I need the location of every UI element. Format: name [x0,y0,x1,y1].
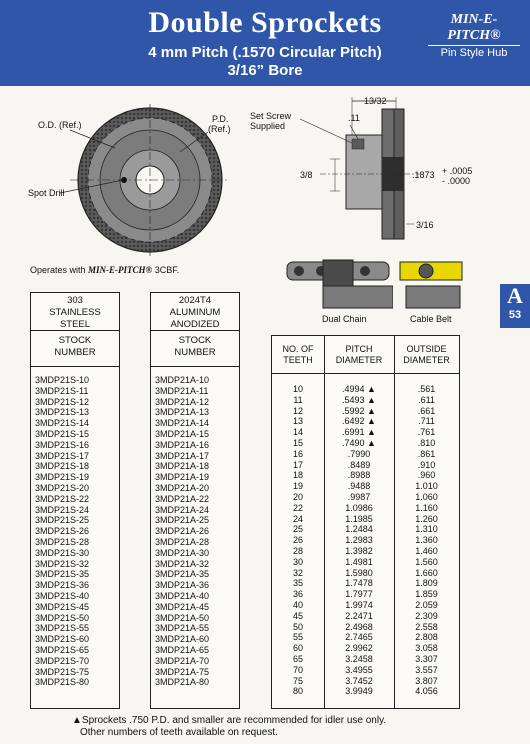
table-row [272,438,459,449]
outside-diameter-cell: .661 [417,405,436,416]
steel-stock-number: 3MDP21S-20 [35,482,90,493]
table-row [272,481,459,492]
teeth-cell: 60 [292,643,303,654]
steel-stock-number: 3MDP21S-19 [35,472,90,483]
aluminum-stock-number: 3MDP21A-15 [155,428,210,439]
tol-plus: + .0005 [442,166,473,176]
steel-stock-number: 3MDP21S-17 [35,450,90,461]
dim-11: .11 [348,113,360,123]
alum-stock-header [151,331,239,367]
pitch-diameter-cell: 2.7465 [345,632,373,643]
operates-prefix: Operates with [30,265,86,275]
steel-stock-number: 3MDP21S-80 [35,677,90,688]
section-page-tab [500,284,530,328]
aluminum-stock-number: 3MDP21A-55 [155,623,210,634]
teeth-cell: 17 [292,459,303,470]
steel-stock-number: 3MDP21S-22 [35,493,90,504]
table-row [272,470,459,481]
outside-diameter-cell: 2.059 [415,600,438,610]
pitch-diameter-cell: 2.2471 [345,610,373,621]
outside-diameter-cell: 1.809 [415,578,438,589]
brand-logo: MIN-E-PITCH® [428,12,520,46]
table-row [272,589,459,600]
steel-stock-number: 3MDP21S-25 [35,515,90,526]
table-row [272,514,459,525]
dim-3-16: 3/16 [416,220,434,230]
pitch-diameter-cell: 1.1985 [345,513,373,524]
alum-mat-3: ANODIZED [170,319,220,330]
aluminum-stock-number: 3MDP21A-36 [155,580,210,591]
teeth-cell: 45 [292,610,303,621]
teeth-cell: 80 [292,686,303,697]
outside-diameter-cell: 2.309 [415,610,438,621]
pitch-diameter-cell: 1.7478 [345,578,373,589]
aluminum-stock-number: 3MDP21A-17 [155,450,210,461]
cable-belt-picture [398,258,464,312]
header-banner [0,0,530,86]
steel-stock-number: 3MDP21S-14 [35,418,90,429]
table-row [272,686,459,697]
outside-diameter-cell: 2.558 [415,621,438,632]
tol-minus: - .0000 [442,176,471,186]
aluminum-stock-number: 3MDP21A-32 [155,558,210,569]
aluminum-stock-number: 3MDP21A-24 [155,504,210,515]
outside-diameter-cell: 3.058 [415,643,438,654]
teeth-cell: 36 [292,589,303,600]
table-row [272,395,459,406]
col-header-pitch [324,336,394,374]
outside-diameter-cell: 1.859 [415,589,438,600]
pitch-diameter-cell: .6991 ▲ [342,427,376,438]
aluminum-stock-number: 3MDP21A-13 [155,407,210,418]
page-title: Double Sprockets [148,6,382,39]
set-screw-label-1: Set Screw [250,111,292,121]
teeth-cell: 18 [292,470,303,481]
alum-material-header [151,293,239,331]
table-row [272,622,459,633]
teeth-cell: 32 [292,567,303,578]
pitch-diameter-cell: .8489 [347,459,371,470]
teeth-cell: 55 [292,632,303,643]
aluminum-stock-number: 3MDP21A-45 [155,601,210,612]
outside-diameter-cell: 2.808 [415,632,438,643]
aluminum-stock-number: 3MDP21A-10 [155,375,210,385]
aluminum-stock-number: 3MDP21A-50 [155,612,210,623]
steel-stock-column [30,292,120,709]
aluminum-stock-number: 3MDP21A-22 [155,493,210,504]
alum-mat-2: ALUMINUM [169,307,221,318]
teeth-cell: 25 [292,524,303,535]
spec-table [271,335,460,709]
pitch-diameter-cell: 3.4955 [345,664,373,675]
outside-diameter-cell: 1.660 [415,567,438,578]
steel-stock-number: 3MDP21S-11 [35,385,89,396]
brand-block [428,12,520,59]
steel-stock-number: 3MDP21S-13 [35,407,90,418]
operates-model: 3CBF. [154,265,180,275]
teeth-cell: 12 [292,405,303,416]
steel-stock-number: 3MDP21S-40 [35,590,90,601]
steel-stock-number: 3MDP21S-75 [35,666,90,677]
table-row [272,460,459,471]
teeth-cell: 16 [292,448,303,459]
steel-stock-number: 3MDP21S-60 [35,634,90,645]
pitch-diameter-cell: .7490 ▲ [342,438,376,448]
pitch-diameter-cell: 1.2983 [345,535,373,546]
aluminum-stock-number: 3MDP21A-25 [155,515,210,526]
teeth-cell: 14 [292,427,303,438]
footnote [72,715,386,739]
pitch-diameter-cell: 1.0986 [345,502,373,513]
pitch-diameter-cell: 1.5980 [345,567,373,578]
steel-material-header [31,293,119,331]
table-row [272,427,459,438]
steel-stock-number: 3MDP21S-70 [35,655,90,666]
outside-diameter-cell: .861 [417,448,436,459]
outside-diameter-cell: .960 [417,470,436,481]
col-header-teeth-2: TEETH [283,355,313,365]
aluminum-stock-number: 3MDP21A-28 [155,536,210,547]
col-header-pitch-2: DIAMETER [335,355,383,365]
steel-stock-number: 3MDP21S-12 [35,396,90,407]
outside-diameter-cell: .761 [417,427,436,438]
outside-diameter-cell: 1.360 [415,535,438,546]
aluminum-stock-number: 3MDP21A-65 [155,644,210,655]
teeth-cell: 26 [292,535,303,546]
brand-tagline: Pin Style Hub [440,47,508,59]
outside-diameter-cell: 1.260 [415,513,438,524]
teeth-cell: 28 [292,546,303,556]
outside-diameter-cell: .611 [418,394,435,405]
table-row [272,676,459,687]
steel-stock-number: 3MDP21S-45 [35,601,90,612]
pitch-diameter-cell: 3.7452 [345,675,373,686]
steel-stock-number: 3MDP21S-35 [35,569,90,580]
pitch-diameter-cell: .6492 ▲ [342,416,376,427]
steel-stock-header [31,331,119,367]
steel-stock-number: 3MDP21S-24 [35,504,90,515]
spot-drill-label: Spot Drill [28,188,65,198]
outside-diameter-cell: .561 [417,384,436,394]
outside-diameter-cell: .910 [417,459,436,470]
aluminum-stock-column [150,292,240,709]
table-row [272,643,459,654]
col-header-pitch-1: PITCH [345,344,373,354]
aluminum-stock-number: 3MDP21A-75 [155,666,210,677]
aluminum-stock-number: 3MDP21A-70 [155,655,210,666]
outside-diameter-cell: .810 [417,438,436,448]
cable-belt-label: Cable Belt [410,314,452,324]
teeth-cell: 11 [293,394,303,405]
steel-stock-number: 3MDP21S-10 [35,375,90,385]
teeth-cell: 40 [292,600,303,610]
col-header-teeth-1: NO. OF [282,344,314,354]
pitch-diameter-cell: 1.9974 [345,600,373,610]
footnote-line-2: Other numbers of teeth available on request. [80,727,278,738]
table-row [272,524,459,535]
outside-diameter-cell: 1.010 [415,481,438,492]
steel-stock-number: 3MDP21S-18 [35,461,90,472]
aluminum-stock-number: 3MDP21A-30 [155,547,210,558]
pitch-diameter-cell: 1.3982 [345,546,373,556]
steel-stock-number: 3MDP21S-32 [35,558,90,569]
outside-diameter-cell: 1.560 [415,556,438,567]
pd-label-2: (Ref.) [208,124,231,134]
aluminum-stock-number: 3MDP21A-14 [155,418,210,429]
steel-stock-number: 3MDP21S-16 [35,439,90,450]
teeth-cell: 19 [292,481,303,492]
steel-stock-number: 3MDP21S-55 [35,623,90,634]
table-row [272,578,459,589]
dim-3-8: 3/8 [300,170,313,180]
teeth-cell: 35 [292,578,303,589]
dual-chain-picture [283,258,393,312]
alum-hdr-2: NUMBER [174,347,216,358]
steel-stock-number: 3MDP21S-30 [35,547,90,558]
outside-diameter-cell: 4.056 [415,686,438,697]
teeth-cell: 30 [292,556,303,567]
aluminum-stock-number: 3MDP21A-35 [155,569,210,580]
steel-rows [31,367,119,688]
table-row [272,416,459,427]
teeth-cell: 13 [292,416,303,427]
dual-chain-label: Dual Chain [322,314,367,324]
pitch-diameter-cell: .5493 ▲ [342,394,376,405]
teeth-cell: 20 [292,492,303,502]
table-row [272,546,459,557]
pitch-diameter-cell: .5992 ▲ [342,405,376,416]
aluminum-stock-number: 3MDP21A-16 [155,439,210,450]
table-row [272,600,459,611]
pitch-diameter-cell: 1.2484 [345,524,373,535]
pitch-diameter-cell: 1.7977 [345,589,373,600]
table-row [272,503,459,514]
steel-hdr-2: NUMBER [54,347,96,358]
pitch-diameter-cell: 2.9962 [345,643,373,654]
alum-hdr-1: STOCK [178,335,212,346]
pitch-diameter-cell: 1.4981 [345,556,373,567]
steel-stock-number: 3MDP21S-28 [35,536,90,547]
teeth-cell: 10 [292,384,303,394]
bore-size: 3/16” Bore [227,62,303,79]
outside-diameter-cell: 3.307 [415,654,438,664]
table-row [272,654,459,665]
pitch-diameter-cell: .8988 [347,470,371,481]
outside-diameter-cell: 1.460 [415,546,438,556]
teeth-cell: 24 [292,513,303,524]
steel-hdr-1: STOCK [58,335,92,346]
aluminum-stock-number: 3MDP21A-26 [155,526,210,537]
dim-1873: .1873 [412,170,435,180]
teeth-cell: 15 [292,438,303,448]
col-header-od-2: DIAMETER [403,355,450,365]
pitch-diameter-cell: 3.9949 [345,686,373,697]
operates-brand: MIN-E-PITCH® [88,265,153,275]
table-row [272,535,459,546]
steel-stock-number: 3MDP21S-50 [35,612,90,623]
aluminum-stock-number: 3MDP21A-12 [155,396,210,407]
teeth-cell: 65 [292,654,303,664]
aluminum-stock-number: 3MDP21A-80 [155,677,210,688]
pitch-diameter-cell: .9987 [347,492,371,502]
operates-with [30,265,179,275]
table-row [272,449,459,460]
outside-diameter-cell: 3.557 [415,664,438,675]
aluminum-stock-number: 3MDP21A-19 [155,472,210,483]
table-row [272,492,459,503]
aluminum-stock-number: 3MDP21A-18 [155,461,210,472]
outside-diameter-cell: 1.060 [415,492,438,502]
pitch-diameter-cell: 3.2458 [345,654,373,664]
steel-stock-number: 3MDP21S-65 [35,644,90,655]
footnote-line-1: ▲Sprockets .750 P.D. and smaller are recommended for idler use only. [72,715,387,726]
outside-diameter-cell: 1.310 [415,524,438,535]
pitch-diameter-cell: .7990 [347,448,371,459]
table-row [272,611,459,622]
steel-stock-number: 3MDP21S-36 [35,580,90,591]
pd-label-1: P.D. [212,114,229,124]
outside-diameter-cell: .711 [418,416,435,427]
outside-diameter-cell: 3.807 [415,675,438,686]
col-header-teeth [272,336,324,374]
pitch-diameter-cell: 2.4968 [345,621,373,632]
steel-mat-2: STAINLESS [49,307,101,318]
alum-rows [151,367,239,688]
page-subtitle: 4 mm Pitch (.1570 Circular Pitch) [148,44,382,61]
table-row [272,406,459,417]
set-screw-label-2: Supplied [250,121,286,131]
teeth-cell: 50 [292,621,303,632]
page-number: 53 [508,309,522,321]
teeth-cell: 22 [292,502,303,513]
aluminum-stock-number: 3MDP21A-11 [155,385,209,396]
aluminum-stock-number: 3MDP21A-60 [155,634,210,645]
dim-13-32: 13/32 [364,96,387,106]
od-label: O.D. (Ref.) [38,120,82,130]
table-row [272,568,459,579]
table-row [272,384,459,395]
section-letter: A [507,283,523,308]
alum-mat-1: 2024T4 [178,295,212,306]
teeth-cell: 70 [292,664,303,675]
pitch-diameter-cell: .4994 ▲ [342,384,376,394]
steel-stock-number: 3MDP21S-15 [35,428,90,439]
table-row [272,632,459,643]
steel-mat-3: STEEL [59,319,91,330]
teeth-cell: 75 [292,675,303,686]
table-row [272,665,459,676]
outside-diameter-cell: 1.160 [415,502,438,513]
aluminum-stock-number: 3MDP21A-40 [155,590,210,601]
steel-stock-number: 3MDP21S-26 [35,526,90,537]
pitch-diameter-cell: .9488 [347,481,371,492]
aluminum-stock-number: 3MDP21A-20 [155,482,210,493]
steel-mat-1: 303 [67,295,83,306]
col-header-od [394,336,459,374]
table-row [272,557,459,568]
col-header-od-1: OUTSIDE [406,344,447,354]
